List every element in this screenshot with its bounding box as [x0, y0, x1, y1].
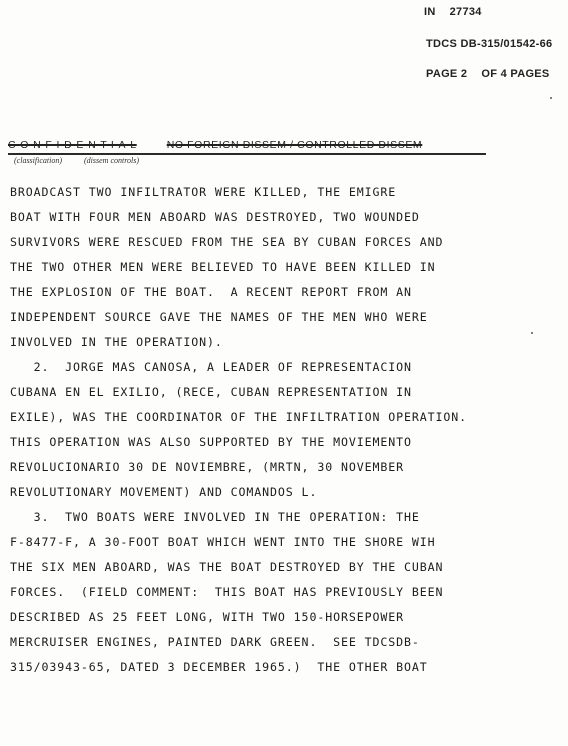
page-total: 4	[500, 68, 508, 80]
body-line: INVOLVED IN THE OPERATION).	[10, 335, 223, 349]
of-label: OF	[481, 68, 498, 80]
body-line: BROADCAST TWO INFILTRATOR WERE KILLED, THE EMIGRE	[10, 185, 397, 199]
body-line: FORCES. (FIELD COMMENT: THIS BOAT HAS PREVIOUSLY BEEN	[10, 585, 444, 599]
dissem-controls: NO FOREIGN DISSEM / CONTROLLED DISSEM	[166, 139, 423, 151]
body-line: THE SIX MEN ABOARD, WAS THE BOAT DESTROYED BY THE CUBAN	[10, 560, 444, 574]
classification-label: (classification)	[14, 156, 62, 165]
body-line: 3. TWO BOATS WERE INVOLVED IN THE OPERATION: THE	[10, 510, 420, 524]
body-line: INDEPENDENT SOURCE GAVE THE NAMES OF THE MEN WHO WERE	[10, 310, 428, 324]
body-line: REVOLUTIONARY MOVEMENT) AND COMANDOS L.	[10, 485, 318, 499]
body-line: F-8477-F, A 30-FOOT BOAT WHICH WENT INTO THE SHORE WIH	[10, 535, 436, 549]
body-line: THE TWO OTHER MEN WERE BELIEVED TO HAVE BEEN KILLED IN	[10, 260, 436, 274]
body-line: 315/03943-65, DATED 3 DECEMBER 1965.) THE OTHER BOAT	[10, 660, 428, 674]
in-number-line	[424, 6, 482, 18]
cable-body	[10, 180, 467, 680]
classification-sublabels	[14, 156, 139, 165]
body-line: THIS OPERATION WAS ALSO SUPPORTED BY THE MOVIEMENTO	[10, 435, 412, 449]
body-line: 2. JORGE MAS CANOSA, A LEADER OF REPRESENTACION	[10, 360, 412, 374]
body-line: SURVIVORS WERE RESCUED FROM THE SEA BY CUBAN FORCES AND	[10, 235, 444, 249]
body-line: EXILE), WAS THE COORDINATOR OF THE INFILTRATION OPERATION.	[10, 410, 468, 424]
body-line: THE EXPLOSION OF THE BOAT. A RECENT REPORT FROM AN	[10, 285, 412, 299]
report-number: TDCS DB-315/01542-66	[426, 38, 553, 50]
in-label: IN	[424, 6, 436, 18]
in-number: 27734	[449, 6, 482, 18]
classification-line	[8, 139, 422, 151]
page-label: PAGE	[426, 68, 458, 80]
body-line: BOAT WITH FOUR MEN ABOARD WAS DESTROYED, TWO WOUNDED	[10, 210, 420, 224]
body-line: CUBANA EN EL EXILIO, (RECE, CUBAN REPRESENTATION IN	[10, 385, 412, 399]
pages-label: PAGES	[510, 68, 550, 80]
paper-speck	[531, 332, 533, 334]
page-number: 2	[460, 68, 468, 80]
classification-rule	[8, 153, 486, 155]
classification-level: C-O-N-F-I-D-E-N-T-I-A-L	[8, 139, 137, 151]
page-indicator	[426, 68, 550, 80]
paper-speck	[550, 97, 552, 99]
dissem-label: (dissem controls)	[84, 156, 140, 165]
body-line: DESCRIBED AS 25 FEET LONG, WITH TWO 150-HORSEPOWER	[10, 610, 405, 624]
body-line: MERCRUISER ENGINES, PAINTED DARK GREEN. SEE TDCSDB-	[10, 635, 420, 649]
body-line: REVOLUCIONARIO 30 DE NOVIEMBRE, (MRTN, 30 NOVEMBER	[10, 460, 405, 474]
